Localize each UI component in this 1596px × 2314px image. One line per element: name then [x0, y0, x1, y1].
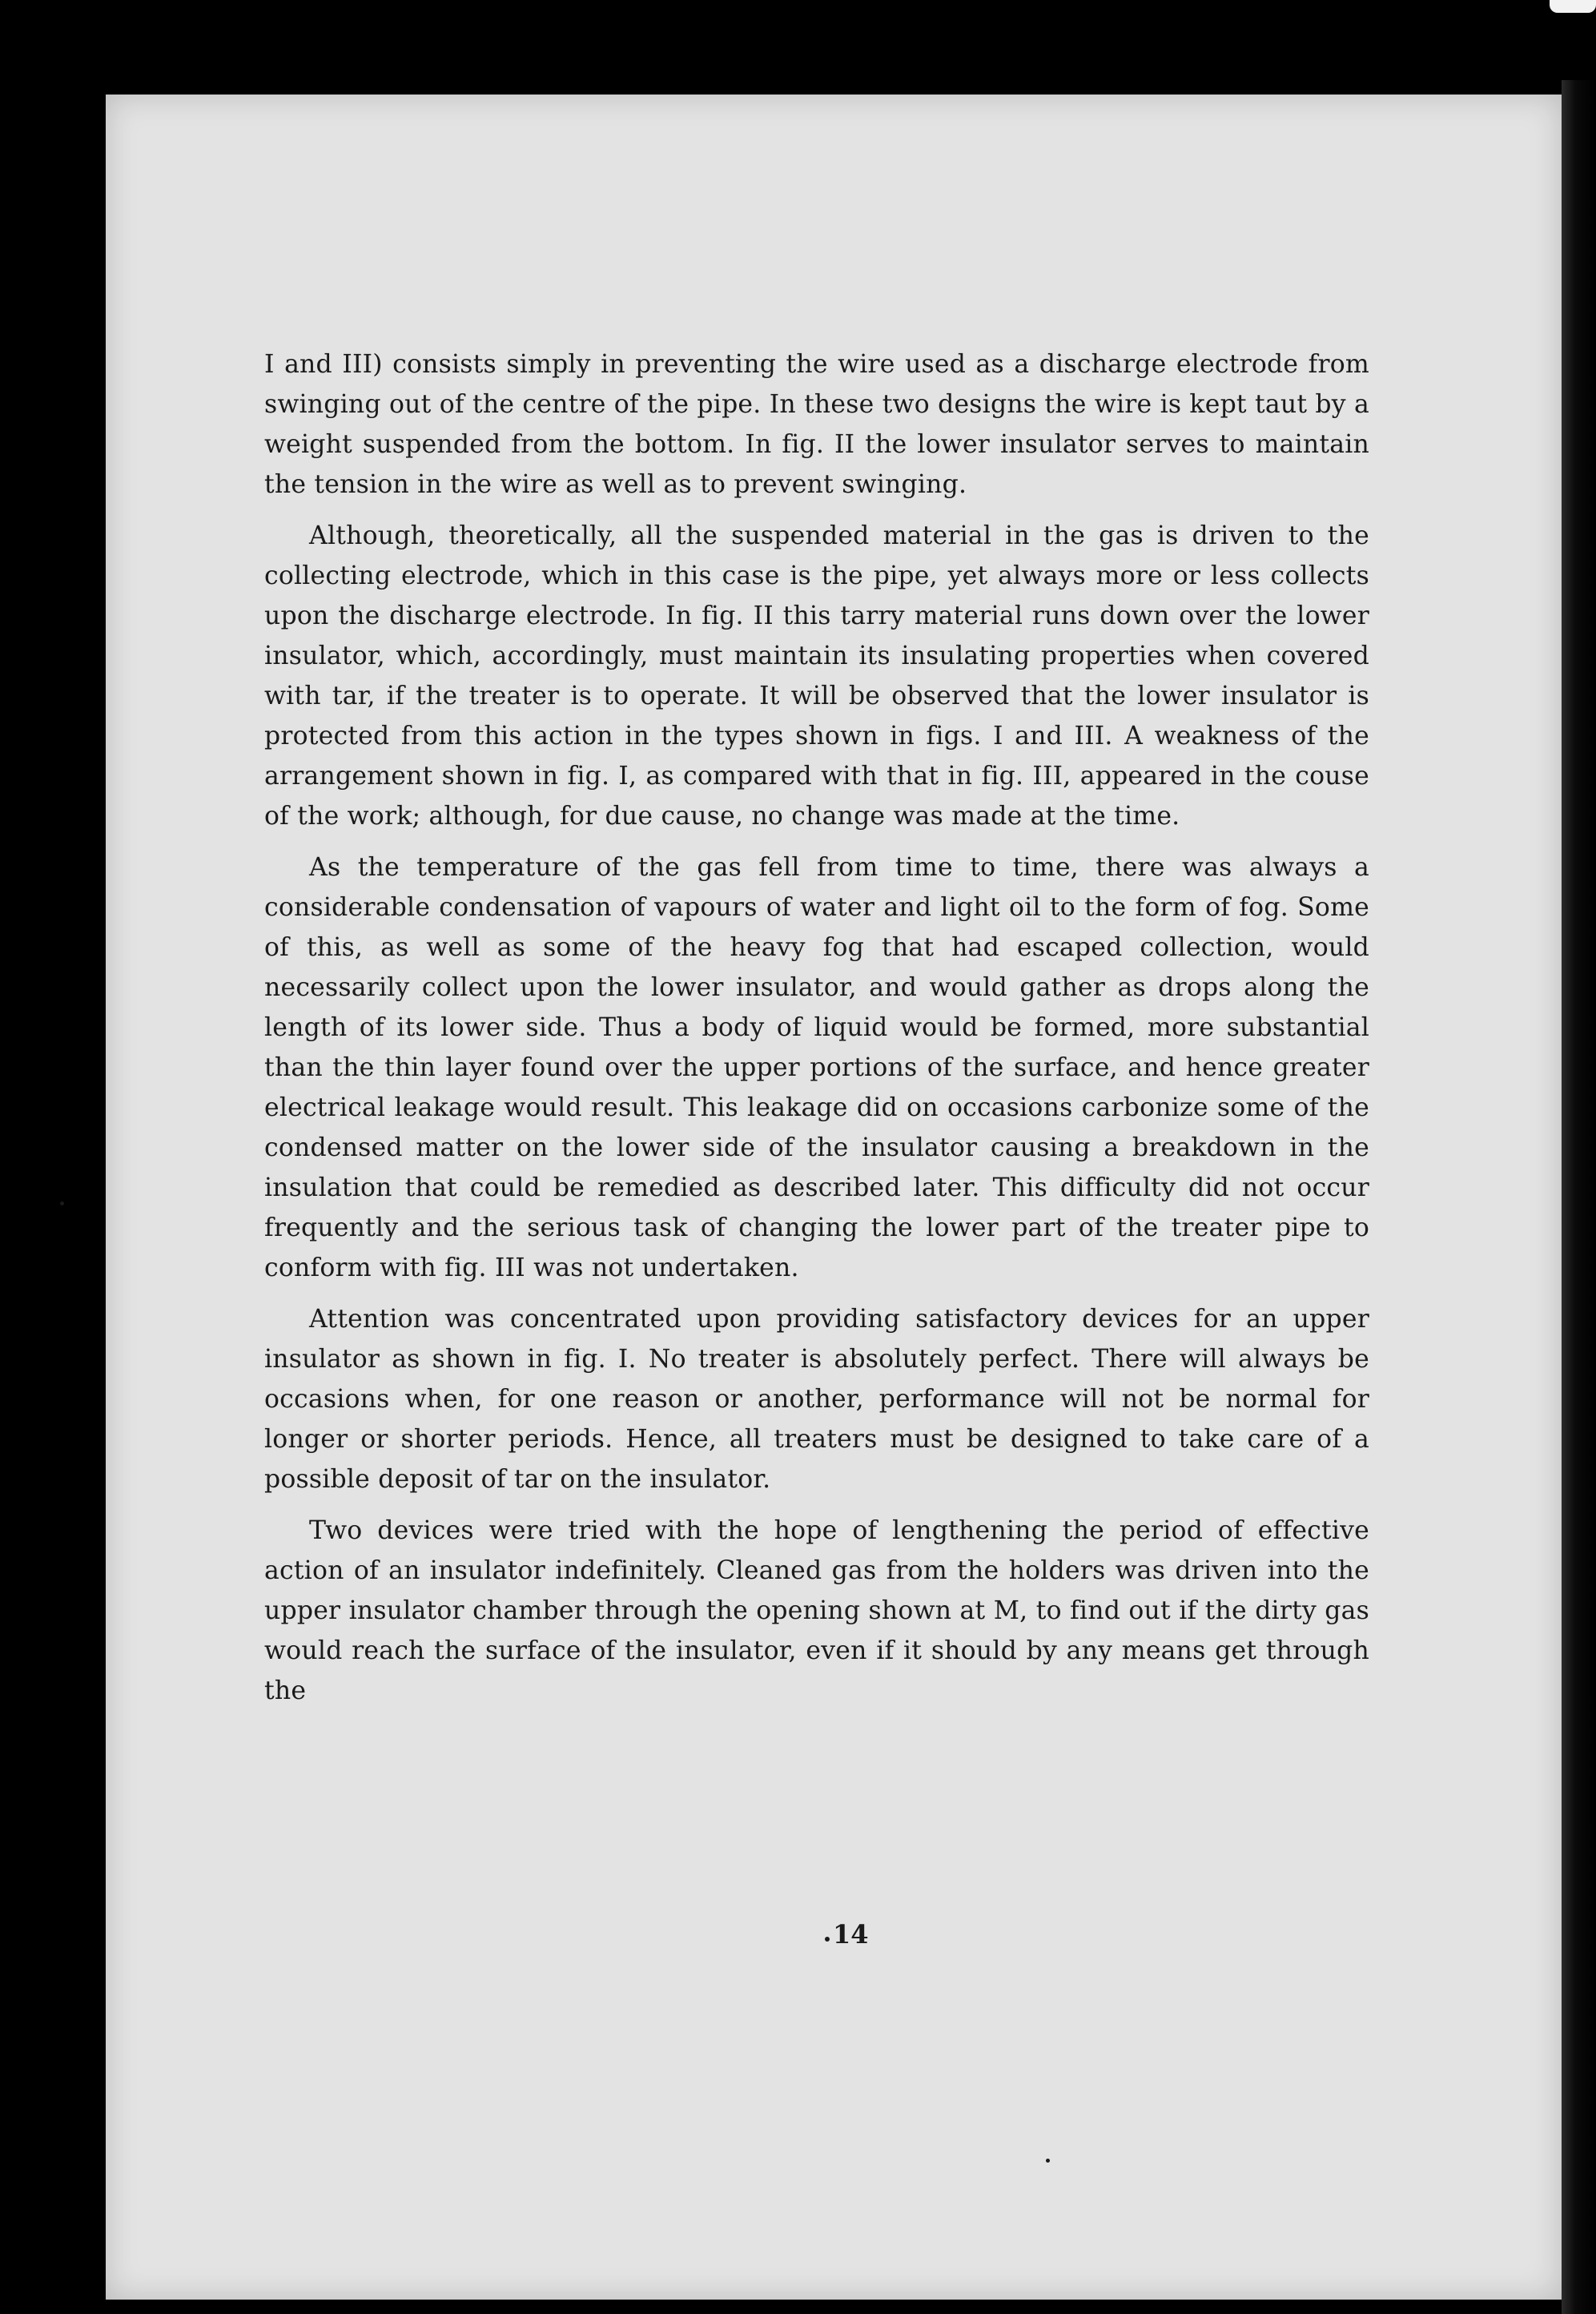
paragraph: I and III) consists simply in preventing the wire used as a discharge electrode from swinging out of the centre of the pipe. In these two designs the wire is kept taut by a weight suspended from the bottom. In fig. II the lower insulator serves to maintain the tension in the wire as well as to prevent swinging.: [264, 350, 1369, 499]
page-number: 14: [833, 1919, 869, 1950]
paragraph: Two devices were tried with the hope of lengthening the period of effective action of an insulator indefinitely. Cleaned gas from the holders was driven into the upper insulator chamber through the opening shown at M, to find out if the dirty gas would reach the surface of the insulator, even if it should by any means get through the: [264, 1516, 1369, 1705]
scan-corner-mark: [1550, 0, 1596, 13]
body-text: [264, 344, 1369, 1722]
paragraph: As the temperature of the gas fell from time to time, there was always a considerable condensation of vapours of water and light oil to the form of fog. Some of this, as well as some of the heavy fog that had escaped collection, would necessarily collect upon the lower insulator, and would gather as drops along the length of its lower side. Thus a body of liquid would be formed, more substantial than the thin layer found over the upper portions of the surface, and hence greater electrical leakage would result. This leakage did on occasions carbonize some of the condensed matter on the lower side of the insulator causing a breakdown in the insulation that could be remedied as described later. This difficulty did not occur frequently and the serious task of changing the lower part of the treater pipe to conform with fig. III was not undertaken.: [264, 853, 1369, 1282]
dust-speck: [60, 1201, 64, 1205]
dust-speck: [825, 1937, 830, 1942]
paragraph: Attention was concentrated upon providing satisfactory devices for an upper insulator as shown in fig. I. No treater is absolutely perfect. There will always be occasions when, for one reason or another, performance will not be normal for longer or shorter periods. Hence, all treaters must be designed to take care of a possible deposit of tar on the insulator.: [264, 1305, 1369, 1494]
dust-speck: [1046, 2159, 1050, 2163]
paragraph: Although, theoretically, all the suspended material in the gas is driven to the collecting electrode, which in this case is the pipe, yet always more or less collects upon the discharge electrode. In fig. II this tarry material runs down over the lower insulator, which, accordingly, must maintain its insulating properties when covered with tar, if the treater is to operate. It will be observed that the lower insulator is protected from this action in the types shown in figs. I and III. A weakness of the arrangement shown in fig. I, as compared with that in fig. III, appeared in the couse of the work; although, for due cause, no change was made at the time.: [264, 521, 1369, 831]
scan-right-edge: [1562, 80, 1596, 2314]
